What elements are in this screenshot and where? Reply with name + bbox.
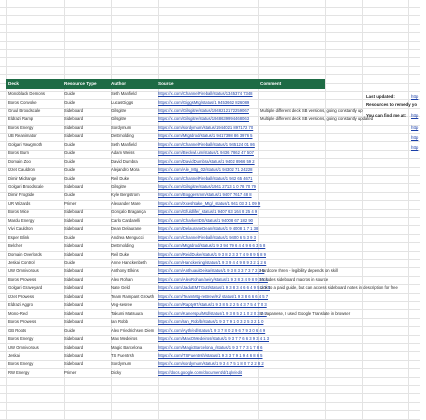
- table-row[interactable]: [6, 251, 426, 259]
- cell-resource-type: Primer: [64, 369, 77, 375]
- cell-deck: Jeskai Control: [8, 260, 35, 265]
- cell-author: Nate Geld: [111, 285, 130, 291]
- cell-deck: UB Reanimator: [8, 133, 37, 139]
- table-row[interactable]: [6, 99, 426, 107]
- cell-resource-type: Sideboard: [64, 361, 84, 367]
- cell-source[interactable]: https://x.com/MtgIdrod/status/1 9417398 86 3976 5: [158, 133, 253, 139]
- cell-source[interactable]: https://x.com/Gilsgitre/status/1948212172259067: [158, 107, 250, 113]
- cell-resource-type: Sideboard: [64, 243, 84, 249]
- table-row[interactable]: [6, 242, 426, 250]
- resources-label: Resources to remedy yo: [366, 102, 418, 107]
- grid-horizontal-line: [0, 393, 420, 394]
- cell-author: DeEmolding: [111, 243, 134, 249]
- cell-source[interactable]: https://x.com/CharkeIIDS/status/1 94008 67 182 90: [158, 217, 253, 223]
- table-row[interactable]: [6, 318, 426, 326]
- cell-comment: [260, 344, 420, 352]
- cell-resource-type: Sideboard: [64, 344, 84, 350]
- cell-source[interactable]: https://x.com/Xxeshtake_Mtg/_status/1 941 03 3 1 09 9: [158, 200, 261, 206]
- cell-resource-type: Guide: [64, 175, 76, 181]
- cell-author: Sordymum: [111, 361, 132, 367]
- cell-resource-type: Sideboard: [64, 209, 84, 215]
- cell-author: Gilsgitre: [111, 116, 127, 122]
- cell-deck: Dimir Frogtide: [8, 192, 35, 198]
- cell-comment: [260, 166, 420, 174]
- cell-author: Alejandro Mora: [111, 167, 140, 173]
- table-row[interactable]: [6, 335, 426, 343]
- table-row[interactable]: [6, 175, 426, 183]
- cell-resource-type: Sideboard: [64, 183, 84, 189]
- cell-source[interactable]: https://x.com/Ale_Mtg_02/status/1 94302 71 24228: [158, 167, 253, 173]
- cell-resource-type: Sideboard: [64, 302, 84, 308]
- table-row[interactable]: [6, 360, 426, 368]
- cell-deck: GB Roots: [8, 327, 27, 333]
- cell-deck: Boros Convoke: [8, 99, 37, 105]
- cell-comment: [260, 293, 420, 301]
- table-row[interactable]: [6, 327, 426, 335]
- cell-author: LucasGiggs: [111, 99, 134, 105]
- find-me-link-4[interactable]: http: [411, 145, 419, 150]
- cell-comment: Hardcore Ihren - legibility depends on skill: [260, 268, 338, 274]
- cell-comment: [260, 318, 420, 326]
- cell-resource-type: Sideboard: [64, 336, 84, 341]
- cell-deck: Boros Energy: [8, 361, 34, 367]
- table-row[interactable]: [6, 107, 426, 115]
- table-row[interactable]: [6, 183, 426, 191]
- cell-author: Dean Delaurane: [111, 226, 142, 232]
- cell-author: Ian Robb: [111, 319, 128, 325]
- grid-horizontal-line: [0, 24, 420, 25]
- cell-deck: Boros Energy: [8, 124, 34, 130]
- header-row: [6, 79, 325, 89]
- cell-deck: Esper Blink: [8, 234, 30, 240]
- cell-resource-type: Guide: [64, 234, 76, 240]
- cell-author: Max Medeiros: [111, 336, 138, 341]
- grid-horizontal-line: [0, 410, 420, 411]
- cell-comment: Includes sideboard macros in source: [260, 276, 329, 282]
- cell-deck: UW Omnivorous: [8, 344, 39, 350]
- cell-deck: Izzet Prowess: [8, 293, 35, 299]
- table-row[interactable]: [6, 293, 426, 301]
- cell-resource-type: Sideboard: [64, 319, 84, 325]
- table-row[interactable]: [6, 276, 426, 284]
- cell-source[interactable]: https://x.com/MagicBarcelona_/status/1 9 3 7 7 3 1 7 8 6: [158, 344, 263, 350]
- cell-resource-type: Primer: [64, 200, 77, 206]
- cell-author: Veg-sesree: [111, 302, 133, 308]
- cell-source[interactable]: https://x.com/AlexRohan/aeiry/status/1 9 3 8 3 4 9 8 9 3 5 4: [158, 276, 268, 282]
- cell-deck: Gruul Broodscale: [8, 107, 41, 113]
- cell-author: Anthony Elkins: [111, 268, 139, 274]
- cell-comment: Multiple different deck SB versions, going constantly updated: [260, 116, 374, 122]
- cell-source[interactable]: https://docs.google.com/document/d/1qlv/edit: [158, 369, 243, 375]
- cell-comment: [260, 132, 420, 140]
- cell-resource-type: Sideboard: [64, 293, 84, 299]
- cell-source[interactable]: https://x.com/ChannelFireball/status/1345374 7348: [158, 91, 253, 96]
- cell-deck: Eldrazi Ramp: [8, 116, 34, 122]
- cell-comment: [260, 200, 420, 208]
- table-row[interactable]: [6, 191, 426, 199]
- cell-source[interactable]: https://x.com/Boggersmm/status/1 9407 7617 48 8: [158, 192, 252, 198]
- cell-author: Alexander Mare: [111, 200, 141, 206]
- cell-author: Gilsgitre: [111, 107, 127, 113]
- table-row[interactable]: [6, 301, 426, 309]
- cell-deck: UR Wizards: [8, 200, 31, 206]
- cell-resource-type: Sideboard: [64, 226, 84, 232]
- table-row[interactable]: [6, 208, 426, 216]
- cell-comment: [260, 149, 420, 157]
- cell-source[interactable]: https://x.com/DelauraneDean/status/1 9 4008 1 7 1 38: [158, 226, 259, 232]
- cell-author: Alex Rohan: [111, 276, 133, 282]
- cell-deck: Monoblack Demons: [8, 91, 46, 96]
- cell-resource-type: Sideboard: [64, 251, 84, 257]
- table-row[interactable]: [6, 166, 426, 174]
- cell-deck: Golgari Graveyard: [8, 285, 43, 291]
- header-resource-type[interactable]: Resource Type: [64, 81, 97, 86]
- cell-comment: [260, 301, 420, 309]
- table-row[interactable]: [6, 225, 426, 233]
- cell-deck: Jeskai: [8, 352, 20, 358]
- table-row[interactable]: [6, 267, 426, 275]
- cell-deck: Boros Mice: [8, 209, 29, 215]
- cell-source[interactable]: https://x.com/Gilsgitre/status/1948639994468063: [158, 116, 250, 122]
- table-row[interactable]: [6, 141, 426, 149]
- table-row[interactable]: [6, 284, 426, 292]
- cell-resource-type: Sideboard: [64, 116, 84, 122]
- cell-comment: [260, 259, 420, 267]
- table-row[interactable]: [6, 369, 426, 377]
- cell-source[interactable]: https://x.com/JaduEMTGutt/status/1 9 3 8 3 4 6 6 4 9 5 2 3 5: [158, 285, 270, 291]
- cell-resource-type: Sideboard: [64, 268, 84, 274]
- cell-comment: [260, 141, 420, 149]
- cell-comment: [260, 90, 420, 98]
- cell-comment: [260, 352, 420, 360]
- cell-resource-type: Sideboard: [64, 285, 84, 291]
- cell-deck: Boros Burn: [8, 150, 29, 156]
- grid-horizontal-line: [0, 402, 420, 403]
- cell-deck: Dimir Midrange: [8, 175, 37, 181]
- cell-comment: [260, 335, 420, 343]
- find-me-label: You can find me at:: [366, 113, 407, 118]
- cell-deck: Eldrazi Aggro: [8, 302, 33, 308]
- header-source[interactable]: Source: [158, 81, 174, 86]
- find-me-link-2[interactable]: http: [411, 125, 419, 130]
- cell-resource-type: Sideboard: [64, 124, 84, 130]
- cell-comment: [260, 175, 420, 183]
- cell-author: David Dumbra: [111, 158, 138, 164]
- header-deck[interactable]: Deck: [8, 81, 19, 86]
- cell-comment: [260, 360, 420, 368]
- cell-comment: [260, 191, 420, 199]
- table-row[interactable]: [6, 149, 426, 157]
- cell-author: Reil Duke: [111, 175, 130, 181]
- cell-source[interactable]: https://x.com/Gilsgitre/status/1941 2713 1 0 78 70 79: [158, 183, 256, 189]
- cell-comment: [260, 208, 420, 216]
- cell-source[interactable]: https://x.com/AnthuauiDeisa/status/1 9 3 8 3 3 7 3 7 2 2 5: [158, 268, 265, 274]
- cell-resource-type: Sideboard: [64, 217, 84, 223]
- cell-resource-type: Guide: [64, 99, 76, 105]
- cell-source[interactable]: https://x.com/ChannelFireball/status/1 9400 6 5 3 9 3: [158, 234, 256, 240]
- header-author[interactable]: Author: [111, 81, 127, 86]
- find-me-link-3[interactable]: http: [411, 135, 419, 140]
- grid-horizontal-line: [0, 57, 420, 58]
- cell-author: Gilsgitre: [111, 183, 127, 189]
- cell-author: Kyle Bergstrom: [111, 192, 140, 198]
- grid-horizontal-line: [0, 74, 420, 75]
- cell-comment: In Japanese, I used Google Translate in browser: [260, 310, 351, 316]
- cell-resource-type: Sideboard: [64, 107, 84, 113]
- cell-source[interactable]: https://x.com/sordymum/status/1 9 3 4 7 5 1 8 0 7 2 2 8 2: [158, 361, 264, 367]
- cell-source[interactable]: https://x.com/Ayth/ed/status/1 9 3 7 8 0 2 9 6 7 9 3 0 6 4 9: [158, 327, 266, 333]
- cell-comment: [260, 242, 420, 250]
- cell-author: Seth Manfield: [111, 141, 137, 147]
- cell-deck: RW Energy: [8, 369, 30, 375]
- cell-author: Seth Manfield: [111, 91, 137, 96]
- grid-horizontal-line: [0, 49, 420, 50]
- cell-resource-type: Guide: [64, 91, 76, 96]
- cell-source[interactable]: https://x.com/GiggsMtg/status/1 9453662 826089: [158, 99, 250, 105]
- cell-resource-type: Guide: [64, 327, 76, 333]
- cell-source[interactable]: https://x.com/Kanerspu/Mtd/status/1 9 3 8 5 2 1 0 2 0 3 2 9: [158, 310, 267, 316]
- table-row[interactable]: [6, 259, 426, 267]
- cell-deck: Vivi Cauldron: [8, 226, 33, 232]
- table-row[interactable]: [6, 90, 426, 98]
- grid-horizontal-line: [0, 32, 420, 33]
- cell-deck: Izzet Cauldron: [8, 167, 35, 173]
- cell-resource-type: Guide: [64, 150, 76, 156]
- cell-source[interactable]: https://x.com/Gfuldlife/_status/1 9407 63 164 8 25 4 9: [158, 209, 258, 215]
- grid-horizontal-line: [0, 7, 420, 8]
- cell-comment: [260, 369, 420, 377]
- cell-resource-type: Sideboard: [64, 276, 84, 282]
- cell-source[interactable]: https://x.com/DavidDumbra/status/1 9402 8966 59 2: [158, 158, 255, 164]
- cell-resource-type: Guide: [64, 158, 76, 164]
- cell-comment: [260, 327, 420, 335]
- cell-deck: Boros Prowess: [8, 276, 37, 282]
- cell-source[interactable]: https://x.com/Beckwl.um/status/1 9436 7862 47 507: [158, 150, 254, 156]
- cell-comment: [260, 158, 420, 166]
- cell-deck: Golgari Broodscale: [8, 183, 44, 189]
- cell-resource-type: Sideboard: [64, 133, 84, 139]
- cell-author: Sordymum: [111, 124, 132, 130]
- cell-resource-type: Guide: [64, 192, 76, 198]
- cell-author: Alex Friedrichsen Diem: [111, 327, 155, 333]
- table-row[interactable]: [6, 132, 426, 140]
- table-row[interactable]: [6, 158, 426, 166]
- cell-author: Dicky: [111, 369, 122, 375]
- cell-comment: [260, 124, 420, 132]
- cell-deck: UW Omnivorous: [8, 268, 39, 274]
- grid-horizontal-line: [0, 419, 420, 420]
- cell-resource-type: Guide: [64, 260, 76, 265]
- cell-deck: Mono-Red: [8, 310, 28, 316]
- cell-author: Reil Duke: [111, 251, 130, 257]
- cell-source[interactable]: https://x.com/Ian_Rob/b/status/1 9 3 7 9 1 0 3 2 5 3 2 1 0: [158, 319, 264, 325]
- table-row[interactable]: [6, 124, 426, 132]
- cell-deck: Boros Prowess: [8, 319, 37, 325]
- cell-author: TS Fuentrsh: [111, 352, 135, 358]
- table-row[interactable]: [6, 352, 426, 360]
- cell-comment: [260, 251, 420, 259]
- cell-author: Takumi Matsuura: [111, 310, 143, 316]
- grid-horizontal-line: [0, 15, 420, 16]
- cell-author: Magic Barcelona: [111, 344, 143, 350]
- cell-source[interactable]: https://x.com/ChannelFireball/status/1 942 65 4671: [158, 175, 253, 181]
- cell-author: Adam Weiss: [111, 150, 135, 156]
- cell-comment: Link to a paid guide, but can access sideboard notes in description for free: [260, 285, 398, 291]
- cell-source[interactable]: https://x.com/MtgIdrod/status/1 9 3 94 79 6 4 4 9 6 6 3 5 8: [158, 243, 266, 249]
- grid-horizontal-line: [0, 385, 420, 386]
- header-comment[interactable]: Comment: [260, 81, 282, 86]
- cell-comment: [260, 225, 420, 233]
- cell-resource-type: Sideboard: [64, 352, 84, 358]
- last-updated-link[interactable]: http: [411, 94, 419, 99]
- cell-resource-type: Guide: [64, 167, 76, 173]
- cell-deck: Belcher: [8, 243, 23, 249]
- cell-author: Anne Hanckenbeth: [111, 260, 147, 265]
- cell-comment: Multiple different deck SB versions, going constantly up: [260, 107, 363, 113]
- cell-source[interactable]: https://x.com/TSFuentrsh/status/1 9 3 3 7 9 1 9 4 6 8 6 5: [158, 352, 263, 358]
- cell-deck: Golgari Yawgmoth: [8, 141, 43, 147]
- table-row[interactable]: [6, 234, 426, 242]
- cell-source[interactable]: https://x.com/ChannelFireball/status/1 945124 01 86: [158, 141, 255, 147]
- cell-deck: Mardu Energy: [8, 217, 35, 223]
- cell-author: DeEmolding: [111, 133, 134, 139]
- cell-author: Gonçalo Bragança: [111, 209, 146, 215]
- cell-source[interactable]: https://x.com/sordymum/status/1944021 897172 70: [158, 124, 254, 130]
- cell-source[interactable]: https://x.com/TeamMtg-reBrew/Ki/ status/1 9 3 8 6 6 6 4 5 7: [158, 293, 269, 299]
- table-row[interactable]: [6, 115, 426, 123]
- cell-source[interactable]: https://x.com/MaxOMedeiros/status/1 9 3 7 7 6 6 3 9 3 4 1 3: [158, 336, 270, 341]
- find-me-link-1[interactable]: http: [411, 113, 419, 118]
- cell-comment: [260, 217, 420, 225]
- cell-resource-type: Sideboard: [64, 310, 84, 316]
- cell-deck: Domain Overlords: [8, 251, 42, 257]
- cell-author: Carlo Cardarelli: [111, 217, 141, 223]
- cell-comment: [260, 234, 420, 242]
- last-updated-label: Last updated:: [366, 94, 395, 99]
- cell-author: Andrea Mengucci: [111, 234, 144, 240]
- cell-source[interactable]: https://x.com/ReidDuke/status/1 9 3 8 2 3 3 7 4 9 8 9 5 8 9: [158, 251, 267, 257]
- cell-deck: Boros Energy: [8, 336, 34, 341]
- cell-source[interactable]: https://x.com/Hanckening/status/1 9 3 9 4 4 9 8 9 3 2 1 2 6: [158, 260, 267, 265]
- table-row[interactable]: [6, 310, 426, 318]
- cell-resource-type: Guide: [64, 141, 76, 147]
- cell-author: Team Rampant Growth: [111, 293, 155, 299]
- table-row[interactable]: [6, 200, 426, 208]
- table-row[interactable]: [6, 344, 426, 352]
- cell-deck: Domain Zoo: [8, 158, 31, 164]
- grid-horizontal-line: [0, 41, 420, 42]
- grid-horizontal-line: [0, 66, 420, 67]
- cell-source[interactable]: https://x.com/Rapty97/status/1 9 3 8 5 2 2 5 4 3 7 5 4 7 0 3: [158, 302, 267, 308]
- table-row[interactable]: [6, 217, 426, 225]
- cell-comment: [260, 183, 420, 191]
